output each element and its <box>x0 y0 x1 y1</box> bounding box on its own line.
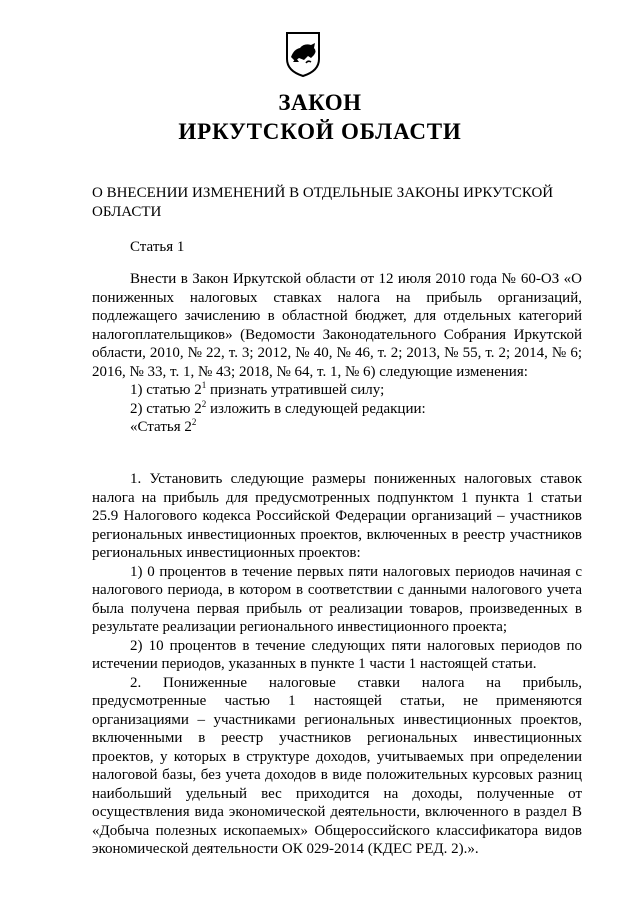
law-title: ЗАКОН <box>278 90 362 115</box>
item-1: 1) статью $2^1$ признать утратившей силу; <box>130 380 385 398</box>
paragraph-2: 2. Пониженные налоговые ставки налога на прибыль, предусмотренные частью 1 настоящей статьи, не применяются организациями – участниками региональных инвестиционных проектов, включенными в реестр участников региональных инвестиционных проектов, у которых в структуре доходов, учитываемых при определении налоговой базы, без учета доходов в виде положительных курсовых разниц наибольший удельный вес приходится на доходы, полученные от осуществления вида экономической деятельности, включенного в раздел В «Добыча полезных ископаемых» Общероссийского классификатора видов экономической деятельности ОК 029-2014 (КДЕС РЕД. 2).». <box>92 674 582 857</box>
region-title: ИРКУТСКОЙ ОБЛАСТИ <box>178 119 462 144</box>
article-label: Статья 1 <box>130 239 185 255</box>
coat-of-arms-icon <box>284 31 322 78</box>
subitem-1: 1) 0 процентов в течение первых пяти налоговых периодов начиная с налогового периода, в котором в соответствии с данными налогового учета была получена первая прибыль от реализации товаров, произведенных в результате реализации регионального инвестиционного проекта; <box>92 563 582 635</box>
paragraph-1: 1. Установить следующие размеры пониженных налоговых ставок налога на прибыль для предусмотренных подпунктом 1 пункта 1 статьи 25.9 Налогового кодекса Российской Федерации организаций – участников региональных инвестиционных проектов, включенных в реестр участников региональных инвестиционных проектов: <box>92 471 582 561</box>
intro-paragraph: Внести в Закон Иркутской области от 12 июля 2010 года № 60-ОЗ «О пониженных налоговых ставках налога на прибыль организаций, подлежащего зачислению в областной бюджет, для отдельных категорий налогоплательщиков» (Ведомости Законодательного Собрания Иркутской области, 2010, № 22, т. 3; 2012, № 40, № 46, т. 2; 2013, № 55, т. 2; 2014, № 6; 2016, № 33, т. 1, № 43; 2018, № 64, т. 1, № 6) следующие изменения: <box>92 271 582 380</box>
law-heading: О ВНЕСЕНИИ ИЗМЕНЕНИЙ В ОТДЕЛЬНЫЕ ЗАКОНЫ ИРКУТСКОЙ ОБЛАСТИ <box>92 185 554 220</box>
article-intro-block <box>92 270 582 437</box>
item-2: 2) статью $2^2$ изложить в следующей редакции: <box>130 398 426 417</box>
article-text-block <box>92 470 582 859</box>
quoted-article-label: «Статья $2^2$ <box>130 417 197 435</box>
subitem-2: 2) 10 процентов в течение следующих пяти налоговых периодов по истечении периодов, указанных в пункте 1 части 1 настоящей статьи. <box>92 637 582 672</box>
